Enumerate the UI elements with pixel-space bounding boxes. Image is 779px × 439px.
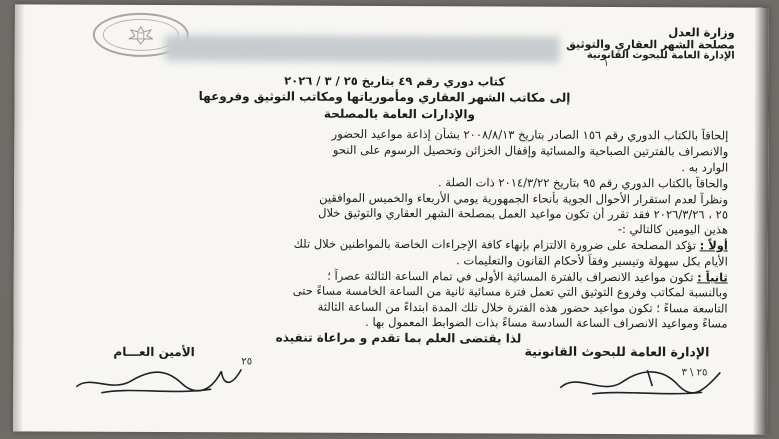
circular-title: كتاب دوري رقم ٤٩ بتاريخ ٢٥ / ٣ / ٢٠٢٦ xyxy=(284,73,506,89)
handwritten-signature-left xyxy=(71,357,251,398)
redacted-area xyxy=(165,35,560,63)
body-line: ونظراً لعدم استقرار الأحوال الجوية بأنحاء الجمهورية يومي الأربعاء والخميس الموافقين xyxy=(319,190,729,207)
handwritten-date-right: ٢٥ \ ٣ xyxy=(681,367,708,379)
body-line: ٢٥ ، ٢٠٢٦/٣/٢٦ فقد تقرر أن تكون مواعيد العمل بمصلحة الشهر العقاري والتوثيق خلال xyxy=(318,205,729,222)
header-authority: مصلحة الشهر العقاري والتوثيق xyxy=(566,37,735,52)
body-line: الأيام بكل سهولة وتيسير وفقاً لأحكام القانون والتعليمات . xyxy=(456,253,728,269)
first-text: تؤكد المصلحة على ضرورة الالتزام بإنهاء كافة الإجراءات الخاصة بالمواطنين خلال تلك xyxy=(293,236,696,253)
body-line: والانصراف بالفترتين الصباحية والمسائية وإقفال الخزائن وتحصيل الرسوم على النحو xyxy=(332,142,729,159)
recipients-line-2: والإدارات العامة بالمصلحة xyxy=(323,106,476,122)
body-line: الوارد به . xyxy=(681,160,729,175)
document-page xyxy=(13,4,769,434)
header-department: الإدارة العامة للبحوث القانونية xyxy=(586,49,735,62)
body-line: مساءً ومواعيد الانصراف الساعة السادسة مساءً بذات الضوابط المعمول بها . xyxy=(365,314,728,331)
body-item-second xyxy=(70,268,728,285)
signature-department: الإدارة العامة للبحوث القانونية xyxy=(524,343,710,360)
page-edge-left xyxy=(13,4,25,431)
body-line: هذين اليومين كالتالي :- xyxy=(617,221,728,237)
first-label: أولاً : xyxy=(699,238,728,253)
eagle-emblem-icon xyxy=(118,25,164,45)
body-line: إلحاقاً بالكتاب الدوري رقم ١٥٦ الصادر بتاريخ ٢٠٠٨/٨/١٣ بشأن إذاعة مواعيد الحضور xyxy=(331,126,729,143)
body-item-first xyxy=(70,236,728,253)
handwritten-date-left: ٢٥ xyxy=(241,356,253,368)
header-ministry: وزارة العدل xyxy=(668,25,735,40)
closing-line: لذا يقتضى العلم بما تقدم و مراعاة تنفيذه xyxy=(275,330,522,346)
second-text: تكون مواعيد الانصراف بالفترة المسائية الأولى في تمام الساعة الثالثة عصراً ؛ xyxy=(327,268,694,285)
header-number-mark: ١ xyxy=(603,58,609,69)
body-line: التاسعة مساءً ؛ تكون مواعيد حضور هذه الفترة خلال تلك المدة ابتداءً من الساعة الثالثة xyxy=(317,299,728,316)
page-edge-right xyxy=(753,8,769,435)
signature-secretary-general: الأمين العـــام xyxy=(113,344,195,360)
handwritten-signature-right xyxy=(552,362,727,401)
recipients-line: إلى مكاتب الشهر العقاري ومأمورياتها ومكاتب التوثيق وفروعها xyxy=(198,89,571,105)
body-line: وبالنسبة لمكاتب وفروع التوثيق التي تعمل فترة مسائية ثانية من الساعة الخامسة مساءً حتى xyxy=(292,283,728,300)
body-line: والحاقاً بالكتاب الدوري رقم ٩٥ بتاريخ ٢٠١٤/٣/٢٢ ذات الصلة . xyxy=(437,175,729,191)
second-label: ثانياً : xyxy=(697,270,728,285)
